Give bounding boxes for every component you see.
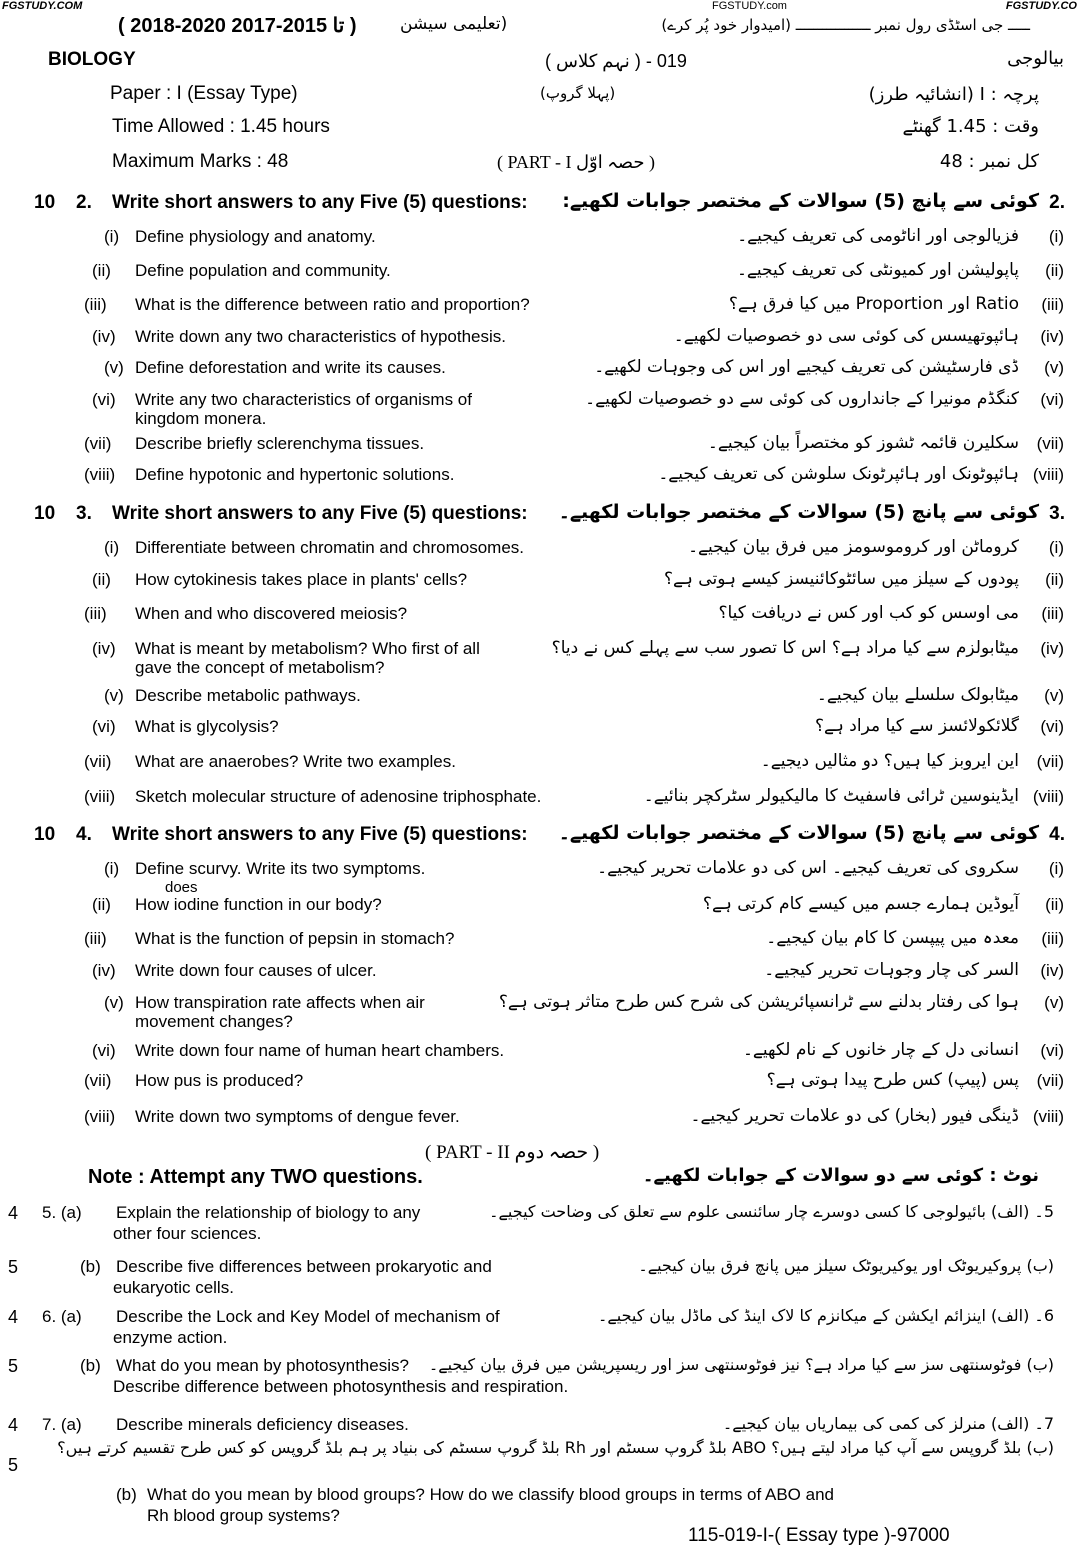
item-text-cont: gave the concept of metabolism? (135, 658, 385, 677)
item-number: (iv) (92, 639, 116, 658)
item-number: (v) (104, 358, 124, 377)
item-number-ur: (ii) (1045, 570, 1064, 589)
item-text: Define deforestation and write its causes. (135, 358, 446, 377)
item-text: Define hypotonic and hypertonic solutions. (135, 465, 455, 484)
subject-en: BIOLOGY (48, 49, 136, 70)
item-number-ur: (i) (1048, 227, 1064, 246)
item-number-ur: (iii) (1041, 929, 1064, 948)
question-marks: 10 (34, 503, 56, 524)
item-number: (iv) (92, 961, 116, 980)
item-text: Define scurvy. Write its two symptoms. (135, 859, 426, 878)
item-text: Describe metabolic pathways. (135, 686, 361, 705)
item-text-ur: 6۔ (الف) اینزائم ایکشن کے میکانزم کا لاک اینڈ کی ماڈل بیان کیجیے۔ (597, 1306, 1054, 1325)
item-text-ur: (ب) پروکیریوٹک اور یوکیریوٹک سیلز میں پانچ فرق بیان کیجیے۔ (638, 1256, 1054, 1275)
question-title-ur: کوئی سے پانچ (5) سوالات کے مختصر جوابات لکھیے۔ (558, 501, 1039, 523)
item-text: How cytokinesis takes place in plants' cells? (135, 570, 468, 589)
question-marks: 10 (34, 824, 56, 845)
part-1-title: ( PART - I حصہ اوّل ) (497, 152, 655, 172)
question-title: Write short answers to any Five (5) questions: (112, 824, 528, 845)
question-title: Write short answers to any Five (5) questions: (112, 192, 528, 213)
item-text-ur: ہوا کی رفتار بدلنے سے ٹرانسپائریشن کی شرح کس طرح متاثر ہوتی ہے؟ (498, 992, 1019, 1012)
question-number-ur: 3. (1049, 503, 1065, 524)
item-text: What is the function of pepsin in stomach? (135, 929, 455, 948)
item-text-ur: ڈی فارسٹیشن کی تعریف کیجیے اور اس کی وجوہات لکھیے۔ (594, 357, 1019, 377)
item-text-ur: السر کی چار وجوہات تحریر کیجیے۔ (764, 960, 1019, 980)
item-text-ur: سکلیرن قائمہ ٹشوز کو مختصراً بیان کیجیے۔ (707, 433, 1019, 453)
item-text-ur: پودوں کے سیلز میں سائٹوکائنیسز کیسے ہوتی ہے؟ (663, 569, 1019, 589)
question-number: 5. (a) (42, 1203, 82, 1222)
item-number: (vii) (84, 752, 112, 771)
item-text-ur: فزیالوجی اور اناٹومی کی تعریف کیجیے۔ (737, 226, 1019, 246)
item-number: (vii) (84, 434, 112, 453)
item-number-ur: (iv) (1040, 327, 1064, 346)
marks: 4 (8, 1415, 19, 1435)
item-text: How iodine function in our body? (135, 895, 382, 914)
item-text-ur: ایڈینوسین ٹرائی فاسفیٹ کا مالیکیولر سٹرکچر بنائیے۔ (643, 786, 1019, 806)
item-text-cont: Describe difference between photosynthesis and respiration. (113, 1377, 569, 1396)
item-number: (i) (104, 859, 120, 878)
item-text-ur: کنگڈم مونیرا کے جانداروں کی کوئی سے دو خصوصیات لکھیے۔ (585, 389, 1019, 409)
item-text: Write any two characteristics of organisms of (135, 390, 472, 409)
subject-ur: بیالوجی (1007, 48, 1064, 69)
question-title: Write short answers to any Five (5) questions: (112, 503, 528, 524)
item-text-ur: گلائکولائسز سے کیا مراد ہے؟ (814, 716, 1019, 736)
item-text: How pus is produced? (135, 1071, 304, 1090)
item-text-ur: پس (پیپ) کس طرح پیدا ہوتی ہے؟ (766, 1070, 1019, 1090)
question-number: 2. (76, 192, 92, 213)
item-text: Write down two symptoms of dengue fever. (135, 1107, 460, 1126)
item-number: (viii) (84, 787, 116, 806)
item-text: What do you mean by blood groups? How do we classify blood groups in terms of ABO and (147, 1485, 834, 1504)
paper-en: Paper : I (Essay Type) (110, 83, 298, 104)
item-text-cont: movement changes? (135, 1012, 293, 1031)
paper-code: ( نہم کلاس ) - 019 (545, 51, 687, 71)
item-number-ur: (v) (1044, 358, 1064, 377)
item-text: Describe the Lock and Key Model of mechanism of (116, 1307, 500, 1326)
item-number-ur: (iv) (1040, 961, 1064, 980)
item-number-ur: (viii) (1032, 1107, 1064, 1126)
item-text-ur: آیوڈین ہمارے جسم میں کیسے کام کرتی ہے؟ (702, 894, 1019, 914)
item-number: (v) (104, 686, 124, 705)
item-text-cont: eukaryotic cells. (113, 1278, 234, 1297)
question-title-ur: کوئی سے پانچ (5) سوالات کے مختصر جوابات لکھیے۔ (558, 822, 1039, 844)
item-text: What is meant by metabolism? Who first of all (135, 639, 480, 658)
time-ur: وقت : 1.45 گھنٹے (902, 116, 1039, 137)
item-text: Write down any two characteristics of hypothesis. (135, 327, 507, 346)
note: Note : Attempt any TWO questions. (88, 1166, 423, 1188)
question-number: 6. (a) (42, 1307, 82, 1326)
item-text-ur: ہائپوتھیسس کی کوئی سی دو خصوصیات لکھیے۔ (673, 326, 1019, 346)
item-number-ur: (iii) (1041, 295, 1064, 314)
question-number-ur: 2. (1049, 192, 1065, 213)
session-label-ur: (تعلیمی سیشن (400, 14, 508, 34)
question-number: (b) (80, 1356, 101, 1375)
item-number-ur: (vi) (1040, 1041, 1064, 1060)
question-number: (b) (116, 1485, 137, 1504)
item-text-ur: (ب) بلڈ گروپس سے آپ کیا مراد لیتے ہیں؟ ABO بلڈ گروپ سسٹم اور Rh بلڈ گروپ سسٹم کی بنیاد پر ہم بلڈ گروپس کو کس طرح تقسیم کرتے ہیں؟ (57, 1438, 1054, 1457)
watermark: FGSTUDY.COM (2, 0, 83, 12)
item-number: (ii) (92, 895, 111, 914)
item-number: (iii) (84, 295, 107, 314)
item-text: Differentiate between chromatin and chromosomes. (135, 538, 524, 557)
marks: 5 (8, 1455, 19, 1475)
item-text-ur: ہائپوٹونک اور ہائپرٹونک سلوشن کی تعریف کیجیے۔ (658, 464, 1019, 484)
item-text: What is glycolysis? (135, 717, 279, 736)
item-number: (ii) (92, 570, 111, 589)
question-number: 7. (a) (42, 1415, 82, 1434)
item-number-ur: (viii) (1032, 465, 1064, 484)
item-number-ur: (vii) (1036, 1071, 1064, 1090)
sessions: ( 2018-2020 تا 2015-2017 ) (118, 15, 357, 37)
note-ur: نوٹ : کوئی سے دو سوالات کے جوابات لکھیے۔ (642, 1165, 1039, 1186)
item-text: Sketch molecular structure of adenosine triphosphate. (135, 787, 542, 806)
item-number: (vi) (92, 390, 116, 409)
question-title-ur: کوئی سے پانچ (5) سوالات کے مختصر جوابات لکھیے: (562, 190, 1039, 212)
item-text-cont: other four sciences. (113, 1224, 262, 1243)
marks: 4 (8, 1307, 19, 1327)
watermark: FGSTUDY.com (712, 0, 787, 12)
item-text: Write down four causes of ulcer. (135, 961, 377, 980)
item-text-ur: انسانی دل کے چار خانوں کے نام لکھیے۔ (742, 1040, 1019, 1060)
item-text: What is the difference between ratio and proportion? (135, 295, 530, 314)
roll-number-ur: ـــــ جی اسٹڈی رول نمبر ـــــــــــــــــ (امیدوار خود پُر کرے) (661, 16, 1030, 34)
paper-ur: پرچہ : I (انشائیہ طرز) (868, 84, 1039, 105)
item-number-ur: (iv) (1040, 639, 1064, 658)
item-number-ur: (vi) (1040, 390, 1064, 409)
marks: 5 (8, 1257, 19, 1277)
item-text: Describe five differences between prokaryotic and (116, 1257, 492, 1276)
question-number-ur: 4. (1049, 824, 1065, 845)
marks: 4 (8, 1203, 19, 1223)
group-ur: (پہلا گروپ) (540, 84, 616, 102)
item-text-ur: کروماٹن اور کروموسومز میں فرق بیان کیجیے۔ (688, 537, 1019, 557)
item-number: (iv) (92, 327, 116, 346)
item-text-ur: ڈینگی فیور (بخار) کی دو علامات تحریر کیجیے۔ (690, 1106, 1019, 1126)
item-text-ur: Ratio اور Proportion میں کیا فرق ہے؟ (728, 294, 1019, 314)
item-text-ur: (ب) فوٹوسنتھی سز سے کیا مراد ہے؟ نیز فوٹوسنتھی سز اور ریسپریشن میں فرق بیان کیجیے۔ (428, 1355, 1054, 1374)
question-marks: 10 (34, 192, 56, 213)
item-number: (i) (104, 227, 120, 246)
item-text-ur: می اوسس کو کب اور کس نے دریافت کیا؟ (718, 603, 1019, 623)
item-text-ur: میٹابولزم سے کیا مراد ہے؟ اس کا تصور سب سے پہلے کس نے دیا؟ (551, 638, 1019, 658)
item-number: (i) (104, 538, 120, 557)
item-number-ur: (v) (1044, 993, 1064, 1012)
item-text-ur: پاپولیشن اور کمیونٹی کی تعریف کیجیے۔ (736, 260, 1019, 280)
item-text-ur: میٹابولک سلسلے بیان کیجیے۔ (816, 685, 1019, 705)
question-number: (b) (80, 1257, 101, 1276)
item-number-ur: (viii) (1032, 787, 1064, 806)
item-text-cont: Rh blood group systems? (147, 1506, 340, 1525)
item-text-cont: enzyme action. (113, 1328, 228, 1347)
item-number: (vii) (84, 1071, 112, 1090)
item-number: (viii) (84, 1107, 116, 1126)
question-number: 3. (76, 503, 92, 524)
item-number-ur: (vi) (1040, 717, 1064, 736)
item-number-ur: (iii) (1041, 604, 1064, 623)
item-number-ur: (ii) (1045, 895, 1064, 914)
item-number-ur: (vii) (1036, 434, 1064, 453)
marks: 5 (8, 1356, 19, 1376)
question-number: 4. (76, 824, 92, 845)
item-number-ur: (vii) (1036, 752, 1064, 771)
item-text-ur: این ایروبز کیا ہیں؟ دو مثالیں دیجیے۔ (760, 751, 1019, 771)
item-number: (v) (104, 993, 124, 1012)
item-text-cont: kingdom monera. (135, 409, 267, 428)
item-number: (viii) (84, 465, 116, 484)
item-text: How transpiration rate affects when air (135, 993, 425, 1012)
item-text-ur: سکروی کی تعریف کیجیے۔ اس کی دو علامات تحریر کیجیے۔ (597, 858, 1019, 878)
max-marks: Maximum Marks : 48 (112, 151, 289, 172)
item-number-ur: (ii) (1045, 261, 1064, 280)
item-number: (ii) (92, 261, 111, 280)
item-number: (iii) (84, 604, 107, 623)
time-allowed: Time Allowed : 1.45 hours (112, 116, 330, 137)
item-text: Describe minerals deficiency diseases. (116, 1415, 409, 1434)
watermark: FGSTUDY.CO (1005, 0, 1077, 12)
item-text-ur: معدہ میں پیپسن کا کام بیان کیجیے۔ (766, 928, 1019, 948)
item-text: When and who discovered meiosis? (135, 604, 408, 623)
item-number-ur: (i) (1048, 859, 1064, 878)
item-text: Describe briefly sclerenchyma tissues. (135, 434, 425, 453)
item-text: Define population and community. (135, 261, 391, 280)
item-text-ur: 7۔ (الف) منرلز کی کمی کی بیماریاں بیان کیجیے۔ (722, 1414, 1054, 1433)
part-2-title: ( PART - II حصہ دوم ) (425, 1142, 600, 1163)
item-text: Explain the relationship of biology to any (116, 1203, 421, 1222)
footer-code: 115-019-I-( Essay type )-97000 (688, 1525, 950, 1546)
item-number: (vi) (92, 717, 116, 736)
item-number: (iii) (84, 929, 107, 948)
correction-note: does (165, 879, 198, 896)
marks-ur: کل نمبر : 48 (939, 151, 1039, 172)
item-number: (vi) (92, 1041, 116, 1060)
item-text: What do you mean by photosynthesis? (116, 1356, 409, 1375)
item-text: Define physiology and anatomy. (135, 227, 376, 246)
item-text: Write down four name of human heart chambers. (135, 1041, 505, 1060)
item-number-ur: (v) (1044, 686, 1064, 705)
item-text-ur: 5۔ (الف) بائیولوجی کا کسی دوسرے چار سائنسی علوم سے تعلق کی وضاحت کیجیے۔ (489, 1202, 1054, 1221)
item-text: What are anaerobes? Write two examples. (135, 752, 456, 771)
item-number-ur: (i) (1048, 538, 1064, 557)
